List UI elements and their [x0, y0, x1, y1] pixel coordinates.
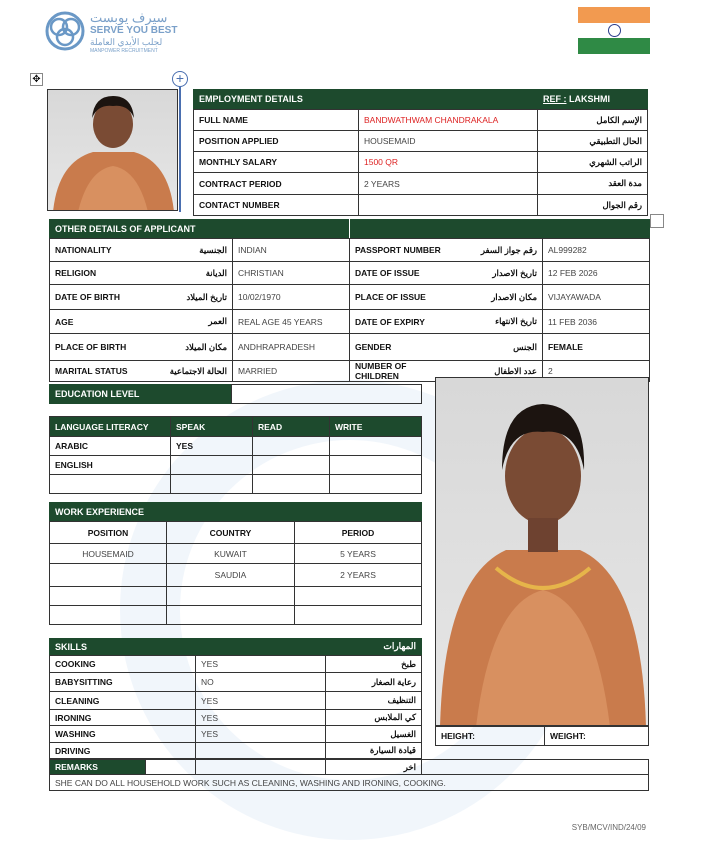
- place-of-birth-value[interactable]: ANDHRAPRADESH: [233, 334, 350, 361]
- gender-arabic: الجنس: [453, 334, 543, 361]
- portrait-small: [48, 90, 178, 211]
- empty-speak[interactable]: [171, 475, 253, 494]
- position-column-header: POSITION: [50, 522, 167, 544]
- gender-label: GENDER: [350, 334, 453, 361]
- logo-sub: MANPOWER RECRUITMENT: [90, 48, 158, 54]
- nationality-label: NATIONALITY: [50, 239, 140, 262]
- work-experience-table: [49, 521, 422, 625]
- full-name-value[interactable]: BANDWATHWAM CHANDRAKALA: [359, 110, 538, 131]
- place-of-birth-label: PLACE OF BIRTH: [50, 334, 140, 361]
- place-of-birth-arabic: مكان الميلاد: [140, 334, 233, 361]
- employment-details-header: [193, 89, 537, 109]
- education-label-text: EDUCATION LEVEL: [55, 389, 140, 399]
- number-of-children-value[interactable]: 2: [543, 361, 650, 382]
- date-of-expiry-arabic: تاريخ الانتهاء: [453, 310, 543, 334]
- nationality-value[interactable]: INDIAN: [233, 239, 350, 262]
- work-experience-header: [49, 502, 422, 521]
- place-of-issue-value[interactable]: VIJAYAWADA: [543, 285, 650, 310]
- arabic-read[interactable]: [253, 437, 330, 456]
- date-of-expiry-label: DATE OF EXPIRY: [350, 310, 453, 334]
- work-row-4-period[interactable]: [295, 606, 422, 625]
- contact-number-value[interactable]: [359, 195, 538, 216]
- education-level-value[interactable]: [231, 384, 422, 404]
- india-flag: [578, 7, 650, 54]
- empty-write[interactable]: [330, 475, 422, 494]
- full-name-arabic: الإسم الكامل: [538, 110, 648, 131]
- company-logo: [44, 10, 204, 56]
- contract-period-label: CONTRACT PERIOD: [194, 173, 359, 195]
- skill-washing-label: WASHING: [50, 726, 196, 743]
- work-row-4-position[interactable]: [50, 606, 167, 625]
- ref-cell: [537, 89, 648, 109]
- work-row-3-country[interactable]: [167, 587, 295, 606]
- write-header: WRITE: [330, 417, 422, 437]
- skill-washing-value[interactable]: YES: [196, 726, 326, 743]
- empty-read[interactable]: [253, 475, 330, 494]
- skill-driving-label: DRIVING: [50, 743, 196, 759]
- document-code: SYB/MCV/IND/24/09: [571, 823, 646, 832]
- skills-header: [49, 638, 422, 655]
- contract-period-arabic: مدة العقد: [538, 173, 648, 195]
- skill-cooking-value[interactable]: YES: [196, 656, 326, 673]
- measurements-table: [435, 726, 649, 746]
- applicant-photo-large: [435, 377, 649, 726]
- skill-cleaning-value[interactable]: YES: [196, 692, 326, 710]
- place-of-issue-arabic: مكان الاصدار: [453, 285, 543, 310]
- work-row-4-country[interactable]: [167, 606, 295, 625]
- date-of-birth-value[interactable]: 10/02/1970: [233, 285, 350, 310]
- add-column-icon[interactable]: +: [172, 71, 188, 87]
- skill-driving-value[interactable]: [196, 743, 326, 759]
- date-of-expiry-value[interactable]: 11 FEB 2036: [543, 310, 650, 334]
- skills-header-arabic: المهارات: [383, 641, 416, 651]
- language-english: ENGLISH: [50, 456, 171, 475]
- work-row-2-period[interactable]: 2 YEARS: [295, 564, 422, 587]
- country-column-header: COUNTRY: [167, 522, 295, 544]
- age-label: AGE: [50, 310, 140, 334]
- skill-driving-arabic: قيادة السيارة: [326, 743, 422, 759]
- work-row-3-position[interactable]: [50, 587, 167, 606]
- position-applied-value[interactable]: HOUSEMAID: [359, 131, 538, 152]
- portrait-large: [436, 378, 649, 726]
- passport-number-value[interactable]: AL999282: [543, 239, 650, 262]
- skill-ironing-label: IRONING: [50, 710, 196, 726]
- number-of-children-label: NUMBER OF CHILDREN: [350, 361, 453, 382]
- remarks-blank-3: [422, 760, 649, 775]
- contact-number-arabic: رقم الجوال: [538, 195, 648, 216]
- skill-cleaning-label: CLEANING: [50, 692, 196, 710]
- age-value[interactable]: REAL AGE 45 YEARS: [233, 310, 350, 334]
- contract-period-value[interactable]: 2 YEARS: [359, 173, 538, 195]
- skills-table: [49, 655, 422, 759]
- speak-header: SPEAK: [171, 417, 253, 437]
- marital-status-label: MARITAL STATUS: [50, 361, 140, 382]
- other-details-header-right: [349, 219, 650, 238]
- remarks-blank-1: [146, 760, 196, 775]
- position-applied-arabic: الحال التطبيقي: [538, 131, 648, 152]
- skill-washing-arabic: الغسيل: [326, 726, 422, 743]
- skill-babysitting-label: BABYSITTING: [50, 673, 196, 692]
- other-details-header: [49, 219, 349, 238]
- ref-label: REF :: [543, 94, 567, 104]
- work-row-2-country[interactable]: SAUDIA: [167, 564, 295, 587]
- marital-status-arabic: الحالة الاجتماعية: [140, 361, 233, 382]
- marital-status-value[interactable]: MARRIED: [233, 361, 350, 382]
- read-header: READ: [253, 417, 330, 437]
- english-write[interactable]: [330, 456, 422, 475]
- gender-value[interactable]: FEMALE: [543, 334, 650, 361]
- skill-cooking-arabic: طبخ: [326, 656, 422, 673]
- move-table-handle[interactable]: ✥: [30, 73, 43, 86]
- religion-label: RELIGION: [50, 262, 140, 285]
- english-speak[interactable]: [171, 456, 253, 475]
- date-of-birth-arabic: تاريخ الميلاد: [140, 285, 233, 310]
- height-field[interactable]: HEIGHT:: [436, 727, 545, 746]
- skill-ironing-arabic: كي الملابس: [326, 710, 422, 726]
- date-of-issue-value[interactable]: 12 FEB 2026: [543, 262, 650, 285]
- skill-babysitting-arabic: رعاية الصغار: [326, 673, 422, 692]
- arabic-speak[interactable]: YES: [171, 437, 253, 456]
- remarks-text[interactable]: SHE CAN DO ALL HOUSEHOLD WORK SUCH AS CLEANING, WASHING AND IRONING, COOKING.: [50, 775, 649, 791]
- resize-handle[interactable]: [650, 214, 664, 228]
- logo-arabic-sub: لجلب الأيدي العاملة: [90, 37, 163, 47]
- remarks-blank-2: [196, 760, 326, 775]
- ref-value: LAKSHMI: [569, 94, 611, 104]
- monthly-salary-value[interactable]: 1500 QR: [359, 152, 538, 173]
- place-of-issue-label: PLACE OF ISSUE: [350, 285, 453, 310]
- skill-cleaning-arabic: التنظيف: [326, 692, 422, 710]
- other-header-text: OTHER DETAILS OF APPLICANT: [55, 223, 196, 234]
- skills-header-text: SKILLS: [55, 641, 88, 652]
- insert-divider-line: [179, 87, 181, 212]
- employment-header-text: EMPLOYMENT DETAILS: [199, 94, 303, 104]
- work-header-text: WORK EXPERIENCE: [55, 506, 145, 517]
- skill-babysitting-value[interactable]: NO: [196, 673, 326, 692]
- employment-table: [193, 109, 648, 216]
- date-of-birth-label: DATE OF BIRTH: [50, 285, 140, 310]
- weight-field[interactable]: WEIGHT:: [545, 727, 649, 746]
- chakra-icon: [608, 24, 621, 37]
- skill-cooking-label: COOKING: [50, 656, 196, 673]
- education-level-label: [49, 384, 231, 404]
- date-of-issue-arabic: تاريخ الاصدار: [453, 262, 543, 285]
- logo-english: SERVE YOU BEST: [90, 25, 178, 36]
- date-of-issue-label: DATE OF ISSUE: [350, 262, 453, 285]
- nationality-arabic: الجنسية: [140, 239, 233, 262]
- work-row-1-period[interactable]: 5 YEARS: [295, 544, 422, 564]
- language-empty[interactable]: [50, 475, 171, 494]
- work-row-1-position[interactable]: HOUSEMAID: [50, 544, 167, 564]
- logo-arabic: سيرف يوبست: [90, 10, 168, 25]
- logo-knot-icon: [44, 10, 86, 52]
- work-row-2-position[interactable]: [50, 564, 167, 587]
- position-applied-label: POSITION APPLIED: [194, 131, 359, 152]
- monthly-salary-label: MONTHLY SALARY: [194, 152, 359, 173]
- contact-number-label: CONTACT NUMBER: [194, 195, 359, 216]
- work-row-3-period[interactable]: [295, 587, 422, 606]
- english-read[interactable]: [253, 456, 330, 475]
- full-name-label: FULL NAME: [194, 110, 359, 131]
- religion-arabic: الديانة: [140, 262, 233, 285]
- language-table: [49, 416, 422, 494]
- remarks-label: REMARKS: [50, 760, 146, 775]
- other-details-table: [49, 238, 650, 382]
- language-literacy-header: LANGUAGE LITERACY: [50, 417, 171, 437]
- religion-value[interactable]: CHRISTIAN: [233, 262, 350, 285]
- skill-ironing-value[interactable]: YES: [196, 710, 326, 726]
- age-arabic: العمر: [140, 310, 233, 334]
- other-skill-arabic: اخر: [326, 760, 422, 775]
- applicant-photo-small: [47, 89, 178, 211]
- number-of-children-arabic: عدد الاطفال: [453, 361, 543, 382]
- passport-number-label: PASSPORT NUMBER: [350, 239, 453, 262]
- monthly-salary-arabic: الراتب الشهري: [538, 152, 648, 173]
- period-column-header: PERIOD: [295, 522, 422, 544]
- work-row-1-country[interactable]: KUWAIT: [167, 544, 295, 564]
- arabic-write[interactable]: [330, 437, 422, 456]
- remarks-table: [49, 759, 649, 791]
- language-arabic: ARABIC: [50, 437, 171, 456]
- passport-number-arabic: رقم جواز السفر: [453, 239, 543, 262]
